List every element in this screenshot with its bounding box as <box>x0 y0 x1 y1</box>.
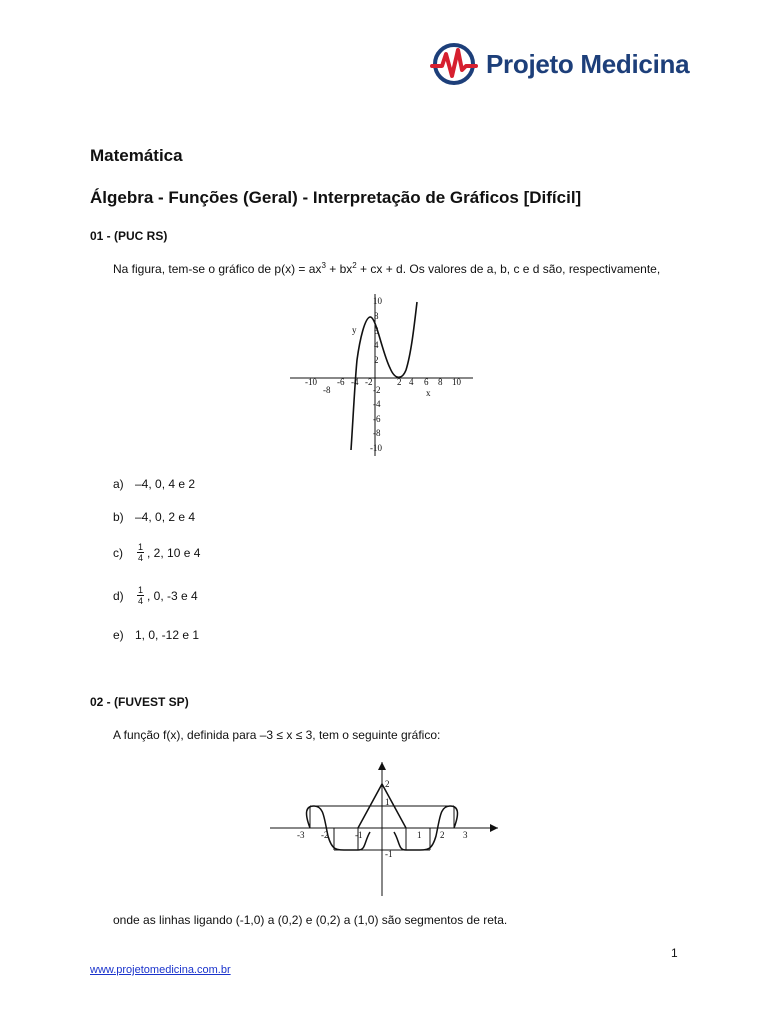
x-tick-label: -6 <box>337 377 345 387</box>
fraction-numerator: 1 <box>138 542 144 552</box>
x-tick-label: -10 <box>305 377 317 387</box>
option-letter: c) <box>113 545 123 560</box>
option-text: –4, 0, 4 e 2 <box>135 477 196 491</box>
x-tick-label: -2 <box>365 377 373 387</box>
y-tick-label: 10 <box>373 296 382 306</box>
function-graph <box>266 758 504 900</box>
logo-text: Projeto Medicina <box>486 48 690 79</box>
option-c[interactable] <box>113 542 200 563</box>
stem-part-a: Na figura, tem-se o gráfico de p(x) = ax <box>113 262 322 276</box>
y-tick-label: 4 <box>374 340 379 350</box>
stem-part-b: + bx <box>325 262 353 276</box>
exp-3: 3 <box>321 261 326 270</box>
option-a[interactable] <box>113 477 195 491</box>
y-tick-label: 8 <box>374 311 379 321</box>
option-text: –4, 0, 2 e 4 <box>135 510 196 524</box>
page-number: 1 <box>671 946 678 960</box>
option-d[interactable] <box>113 585 198 606</box>
x-tick-label: -4 <box>351 377 359 387</box>
x-label: -3 <box>297 830 305 840</box>
x-tick-label: -8 <box>323 385 331 395</box>
y-label: 2 <box>385 779 390 789</box>
x-tick-label: 2 <box>397 377 402 387</box>
y-tick-label: 2 <box>374 355 379 365</box>
cubic-graph <box>290 290 480 460</box>
y-tick-label: -6 <box>373 414 381 424</box>
fraction <box>137 542 144 563</box>
y-tick-label: -4 <box>373 399 381 409</box>
x-label: -2 <box>321 830 329 840</box>
subject-heading: Matemática <box>90 146 183 165</box>
stem-part-c: + cx + d. Os valores de a, b, c e d são, respectivamente, <box>356 262 661 276</box>
exp-2: 2 <box>352 261 357 270</box>
x-tick-label: 6 <box>424 377 429 387</box>
question-1-stem <box>113 262 660 276</box>
y-label: -1 <box>385 849 393 859</box>
x-label: 3 <box>463 830 468 840</box>
option-text: 1, 0, -12 e 1 <box>135 628 200 642</box>
option-letter: a) <box>113 477 124 491</box>
x-label: 1 <box>417 830 422 840</box>
fraction-denominator: 4 <box>138 553 144 563</box>
option-text: , 2, 10 e 4 <box>147 545 201 560</box>
x-tick-label: 4 <box>409 377 414 387</box>
cubic-curve <box>351 302 417 450</box>
x-axis-arrow <box>490 824 498 832</box>
question-2-note: onde as linhas ligando (-1,0) a (0,2) e (0,2) a (1,0) são segmentos de reta. <box>113 913 508 927</box>
y-axis-label: y <box>352 325 357 335</box>
fraction-denominator: 4 <box>138 596 144 606</box>
question-1-number: 01 - (PUC RS) <box>90 229 168 243</box>
x-label: -1 <box>355 830 363 840</box>
y-axis-arrow <box>378 762 386 770</box>
x-tick-label: 10 <box>452 377 461 387</box>
y-label: 1 <box>385 797 390 807</box>
option-text: , 0, -3 e 4 <box>147 588 198 603</box>
fraction-numerator: 1 <box>138 585 144 595</box>
logo-heartbeat-icon <box>430 40 478 88</box>
question-2-number: 02 - (FUVEST SP) <box>90 695 189 709</box>
option-b[interactable] <box>113 510 195 524</box>
fraction <box>137 585 144 606</box>
x-tick-label: 8 <box>438 377 443 387</box>
y-tick-label: -8 <box>373 428 381 438</box>
option-e[interactable] <box>113 628 199 642</box>
y-tick-label: -2 <box>373 385 381 395</box>
option-letter: b) <box>113 510 124 524</box>
logo <box>430 40 689 88</box>
x-label: 2 <box>440 830 445 840</box>
question-2-stem: A função f(x), definida para –3 ≤ x ≤ 3, tem o seguinte gráfico: <box>113 728 441 742</box>
y-tick-label: 6 <box>374 326 379 336</box>
topic-heading: Álgebra - Funções (Geral) - Interpretação de Gráficos [Difícil] <box>90 188 582 207</box>
option-letter: e) <box>113 628 124 642</box>
footer-link[interactable]: www.projetomedicina.com.br <box>90 964 231 976</box>
y-tick-label: -10 <box>370 443 382 453</box>
option-letter: d) <box>113 588 124 603</box>
x-axis-label: x <box>426 388 431 398</box>
